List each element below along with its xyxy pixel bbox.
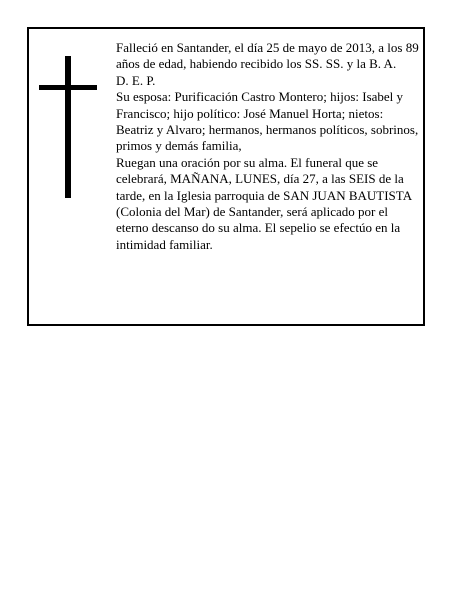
cross-icon-horizontal-bar — [39, 85, 97, 90]
prayer-request: Ruegan una oración por su alma. El funeral que se celebrará, MAÑANA, LUNES, día 27, a las SEIS de la tarde, en la Iglesia parroquia de SAN JUAN BAUTISTA (Colonia del Mar) de Santander, será aplicado por el eterno descanso do su alma. El sepelio se efectúo en la intimidad familiar. — [116, 154, 412, 252]
notice-text — [116, 40, 420, 253]
cross-icon-vertical-bar — [65, 56, 71, 198]
family-list: Su esposa: Purificación Castro Montero; hijos: Isabel y Francisco; hijo político: José Manuel Horta; nietos: Beatriz y Alvaro; hermanos, hermanos políticos, sobrinos, primos y demás familia, — [116, 89, 419, 154]
death-statement: Falleció en Santander, el día 25 de mayo de 2013, a los 89 años de edad, habiendo recibido los SS. SS. y la B. A. — [116, 40, 419, 72]
rip-abbreviation: D. E. P. — [116, 72, 156, 88]
obituary-notice — [27, 27, 425, 326]
